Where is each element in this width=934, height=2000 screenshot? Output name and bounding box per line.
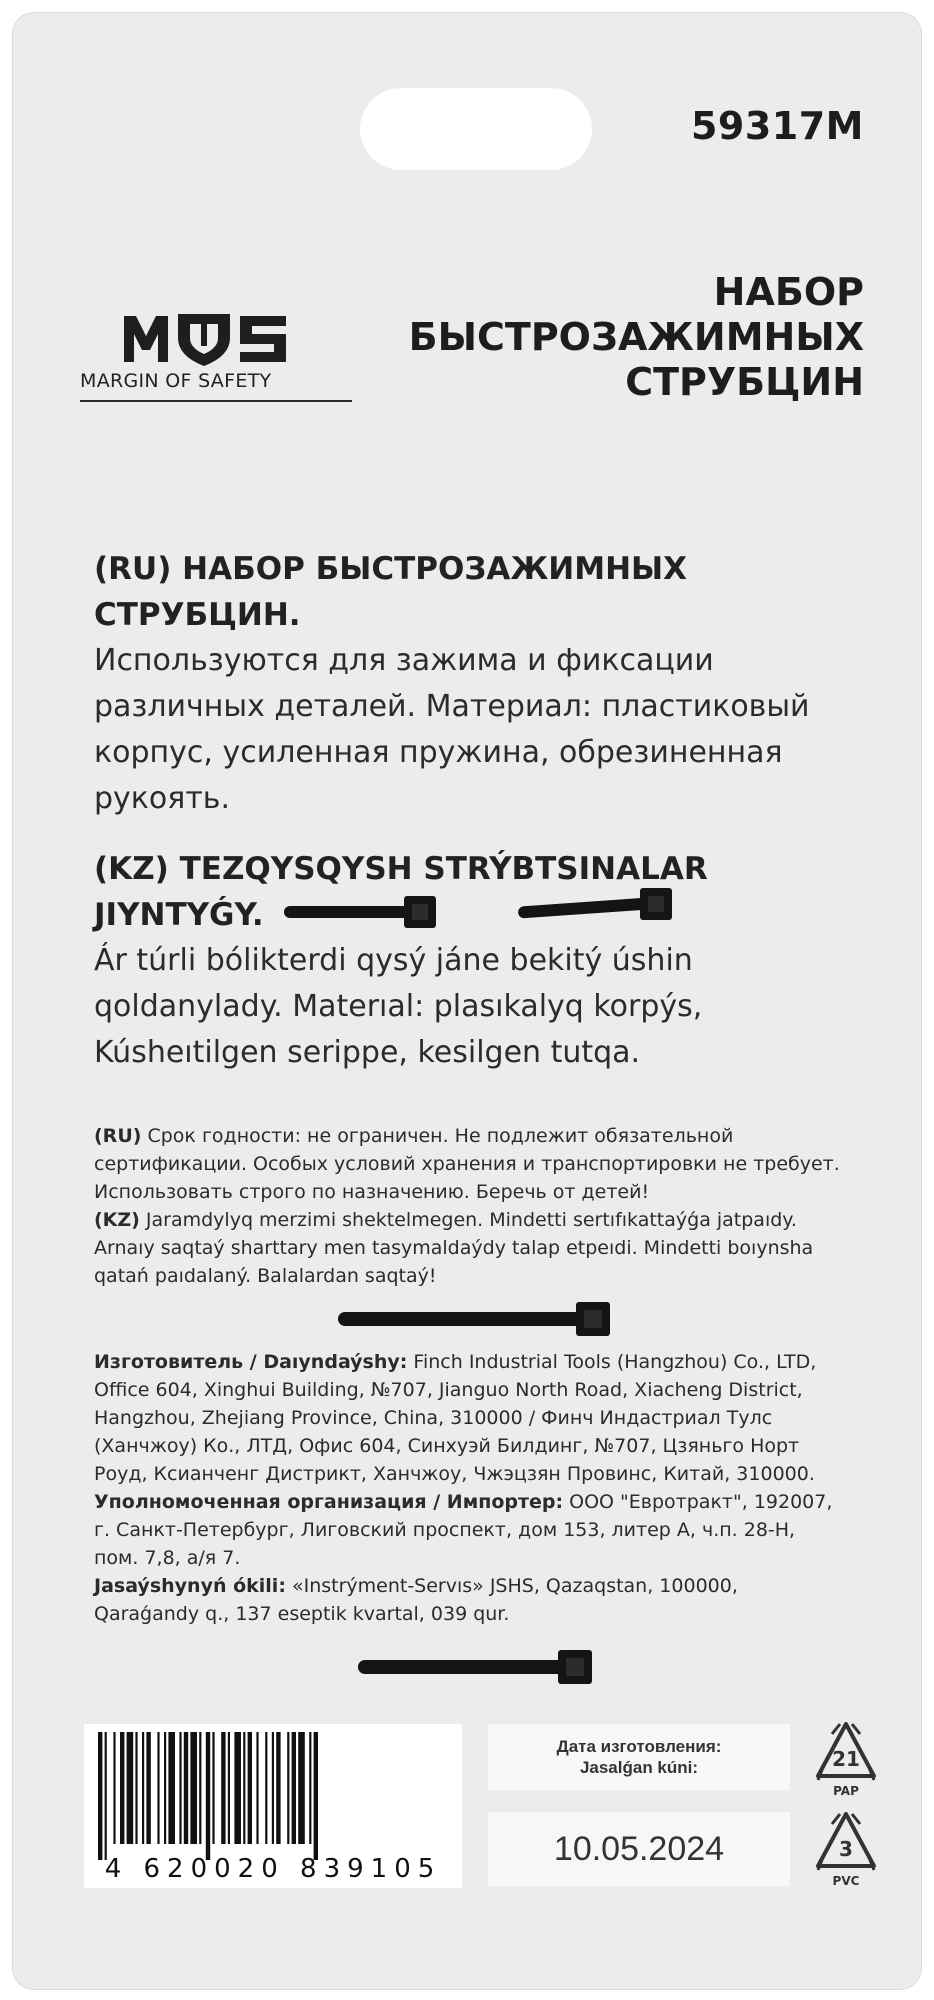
barcode-bar (184, 1732, 188, 1844)
kz-agent-label: Jasaýshynyń ókili: (94, 1575, 286, 1597)
barcode-bars-icon (84, 1732, 462, 1862)
cable-tie-icon (350, 1644, 602, 1690)
ru-heading: СТРУБЦИН. (94, 597, 301, 633)
barcode-bar (228, 1732, 230, 1844)
barcode-bar (142, 1732, 144, 1844)
barcode-bar (113, 1732, 115, 1844)
cable-tie-icon (510, 884, 680, 928)
kz-tag: (KZ) (94, 1209, 140, 1231)
barcode-bar (179, 1732, 181, 1844)
storage-notes (94, 1122, 884, 1290)
manufacturer-info (94, 1348, 884, 1628)
cable-tie-icon (330, 1296, 620, 1342)
barcode-bar (314, 1732, 318, 1860)
brand-underline (80, 400, 352, 402)
ru-body-line: различных деталей. Материал: пластиковый (94, 689, 810, 724)
product-title-line: СТРУБЦИН (625, 360, 864, 404)
recycle-code: 21 (832, 1747, 860, 1771)
barcode-bar (292, 1732, 296, 1844)
barcode-bar (190, 1732, 197, 1844)
barcode-bar (212, 1732, 214, 1844)
info-line: г. Санкт-Петербург, Лиговский проспект, дом 153, литер А, ч.п. 28-Н, (94, 1519, 796, 1541)
info-line: ООО "Евротракт", 192007, (563, 1491, 833, 1513)
barcode-bar (265, 1732, 267, 1844)
barcode-digits: 4 620020 839105 (104, 1854, 442, 1884)
kz-heading: JIYNTYǴY. (94, 897, 264, 933)
ru-body-line: Используются для зажима и фиксации (94, 643, 714, 678)
ru-tag: (RU) (94, 1125, 142, 1147)
barcode-bar (127, 1732, 134, 1844)
kz-heading: (KZ) TEZQYSQYSH STRÝBTSINALAR (94, 851, 708, 887)
note-line: Использовать строго по назначению. Беречь от детей! (94, 1181, 650, 1203)
info-line: (Ханчжоу) Ко., ЛТД, Офис 604, Синхуэй Билдинг, №707, Цзяньго Норт (94, 1435, 800, 1457)
note-line: qatań paıdalaný. Balalardan saqtaý! (94, 1265, 437, 1287)
barcode-bar (272, 1732, 274, 1844)
recycle-material: PAP (833, 1784, 859, 1798)
product-title-line: БЫСТРОЗАЖИМНЫХ (408, 315, 864, 359)
production-date-value: 10.05.2024 (488, 1812, 790, 1886)
recycle-symbol-pvc (810, 1808, 882, 1892)
date-label-kz: Jasalǵan kúni: (579, 1758, 699, 1777)
barcode-bar (164, 1732, 166, 1844)
barcode-bar (146, 1732, 150, 1844)
barcode (84, 1724, 462, 1888)
recycle-triangle-icon (810, 1808, 882, 1876)
info-line: Finch Industrial Tools (Hangzhou) Co., LTD, (407, 1351, 817, 1373)
recycle-triangle-icon (810, 1718, 882, 1786)
date-label-ru: Дата изготовления: (556, 1737, 722, 1756)
cable-tie-icon (274, 890, 444, 934)
kz-body-line: Ár túrli bólikterdi qysý jáne bekitý úshin (94, 943, 693, 978)
barcode-bar (256, 1732, 258, 1844)
info-line: Qaraǵandy q., 137 eseptik kvartal, 039 qur. (94, 1603, 510, 1625)
info-line: Office 604, Xinghui Building, №707, Jianguo North Road, Xiacheng District, (94, 1379, 803, 1401)
importer-label: Уполномоченная организация / Импортер: (94, 1491, 564, 1513)
product-title (344, 270, 864, 405)
note-line: Arnaıy saqtaý sharttary men tasymaldaýdy talap etpeıdi. Mindetti boıynsha (94, 1237, 814, 1259)
barcode-bar (309, 1732, 311, 1844)
barcode-bar (248, 1732, 252, 1844)
manufacturer-label: Изготовитель / Daıyndaýshy: (94, 1351, 408, 1373)
brand-name: MARGIN OF SAFETY (80, 370, 272, 392)
note-line: Jaramdylyq merzimi shektelmegen. Mindetti sertıfıkattaýǵa jatpaıdy. (139, 1209, 797, 1231)
info-line: пом. 7,8, а/я 7. (94, 1547, 241, 1569)
info-line: Роуд, Ксианченг Дистрикт, Ханчжоу, Чжэцзян Провинс, Китай, 310000. (94, 1463, 815, 1485)
ru-heading: (RU) НАБОР БЫСТРОЗАЖИМНЫХ (94, 551, 688, 587)
barcode-bar (105, 1732, 107, 1860)
ru-body-line: корпус, усиленная пружина, обрезиненная (94, 735, 783, 770)
barcode-bar (135, 1732, 137, 1844)
product-card (12, 12, 922, 1990)
recycle-code: 3 (839, 1837, 853, 1861)
ru-description (94, 546, 884, 822)
barcode-bar (221, 1732, 225, 1844)
barcode-bar (206, 1732, 210, 1860)
product-title-line: НАБОР (713, 270, 864, 314)
production-date-label (488, 1724, 790, 1790)
barcode-bar (243, 1732, 245, 1844)
article-number: 59317M (690, 104, 864, 148)
info-line: Hangzhou, Zhejiang Province, China, 310000 / Финч Индастриал Тулс (94, 1407, 773, 1429)
info-line: «Instrýment-Servıs» JSHS, Qazaqstan, 100000, (285, 1575, 738, 1597)
note-line: Срок годности: не ограничен. Не подлежит обязательной (141, 1125, 734, 1147)
barcode-bar (120, 1732, 124, 1844)
barcode-bar (168, 1732, 175, 1844)
kz-body-line: Kúsheıtilgen serippe, kesilgen tutqa. (94, 1035, 641, 1070)
barcode-bar (157, 1732, 159, 1844)
kz-description (94, 846, 884, 1076)
barcode-bar (298, 1732, 305, 1844)
barcode-bar (276, 1732, 280, 1844)
barcode-bar (98, 1732, 102, 1860)
barcode-bar (234, 1732, 241, 1844)
note-line: сертификации. Особых условий хранения и транспортировки не требует. (94, 1153, 840, 1175)
recycle-material: PVC (832, 1874, 860, 1888)
hang-hole (360, 88, 592, 170)
ru-body-line: рукоять. (94, 781, 231, 816)
kz-body-line: qoldanylady. Materıal: plasıkalyq korpýs, (94, 989, 703, 1024)
recycle-symbol-pap (810, 1718, 882, 1802)
barcode-bar (287, 1732, 289, 1844)
barcode-bar (199, 1732, 201, 1844)
